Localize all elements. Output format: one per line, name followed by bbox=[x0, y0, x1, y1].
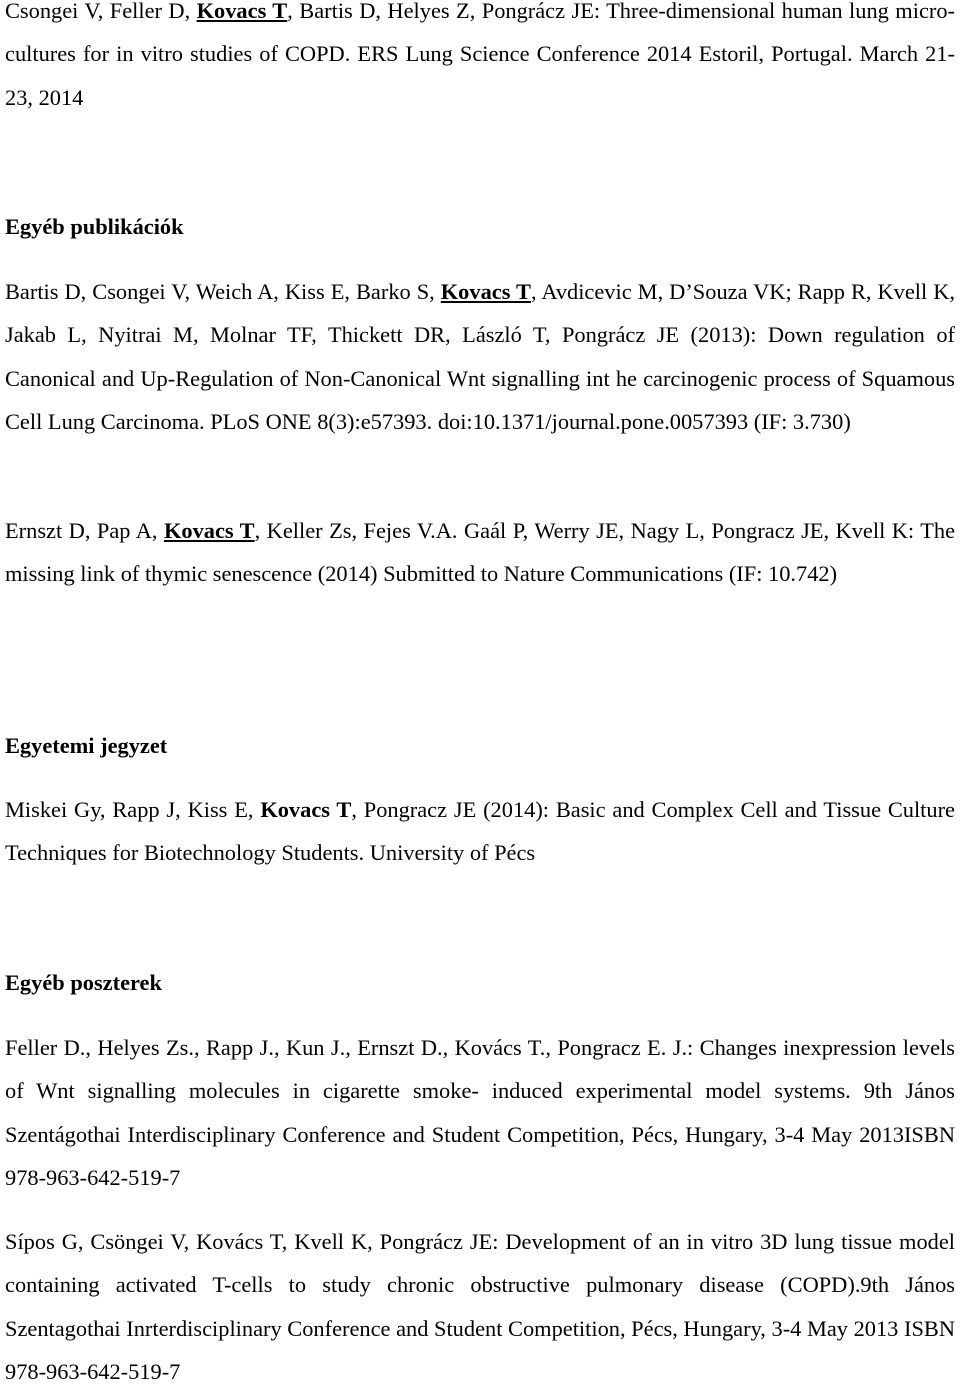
section-heading-university-notes bbox=[5, 724, 955, 767]
poster-entry bbox=[5, 1220, 955, 1394]
section-heading-other-posters bbox=[5, 961, 955, 1004]
poster-entry bbox=[5, 1026, 955, 1200]
citation-text: Feller D., Helyes Zs., Rapp J., Kun J., Ernszt D., Kovács T., Pongracz E. J.: Changes inexpression levels of Wnt signalling molecules in cigarette smoke- induced experimental model systems. 9th János Szentágothai Interdisciplinary Conference and Student Competition, Pécs, Hungary, 3-4 May 2013ISBN 978-963-642-519-7 bbox=[5, 1035, 955, 1191]
citation-text: Ernszt D, Pap A, Kovacs T, Keller Zs, Fejes V.A. Gaál P, Werry JE, Nagy L, Pongracz JE, Kvell K: The missing link of thymic senescence (2014) Submitted to Nature Communications (IF: 10.742) bbox=[5, 518, 956, 587]
author-highlight: Kovacs T bbox=[440, 279, 531, 304]
publication-entry-top bbox=[5, 0, 955, 119]
publication-entry bbox=[5, 788, 955, 875]
citation-text: Miskei Gy, Rapp J, Kiss E, Kovacs T, Pongracz JE (2014): Basic and Complex Cell and Tissue Culture Techniques for Biotechnology Students. University of Pécs bbox=[5, 797, 955, 866]
section-heading: Egyéb poszterek bbox=[5, 970, 162, 995]
publication-entry bbox=[5, 270, 955, 444]
section-heading: Egyetemi jegyzet bbox=[5, 733, 168, 758]
citation-text: Csongei V, Feller D, Kovacs T, Bartis D, Helyes Z, Pongrácz JE: Three-dimensional human lung micro-cultures for in vitro studies of COPD. ERS Lung Science Conference 2014 Estoril, Portugal. March 21-23, 2014 bbox=[5, 0, 955, 110]
section-heading-other-publications bbox=[5, 205, 955, 248]
author-highlight: Kovacs T bbox=[196, 0, 288, 23]
author-highlight: Kovacs T bbox=[163, 518, 255, 543]
citation-text: Sípos G, Csöngei V, Kovács T, Kvell K, Pongrácz JE: Development of an in vitro 3D lung tissue model containing activated T-cells to study chronic obstructive pulmonary disease (COPD).9th János Szentagothai Inrterdisciplinary Conference and Student Competition, Pécs, Hungary, 3-4 May 2013 ISBN 978-963-642-519-7 bbox=[5, 1229, 955, 1385]
section-heading: Egyéb publikációk bbox=[5, 214, 184, 239]
publication-entry bbox=[5, 509, 955, 596]
author-highlight: Kovacs T bbox=[260, 797, 352, 822]
citation-text: Bartis D, Csongei V, Weich A, Kiss E, Barko S, Kovacs T, Avdicevic M, D’Souza VK; Rapp R, Kvell K, Jakab L, Nyitrai M, Molnar TF, Thickett DR, László T, Pongrácz JE (2013): Down regulation of Canonical and Up-Regulation of Non-Canonical Wnt signalling int he carcinogenic process of Squamous Cell Lung Carcinoma. PLoS ONE 8(3):e57393. doi:10.1371/journal.pone.0057393 (IF: 3.730) bbox=[5, 279, 955, 435]
